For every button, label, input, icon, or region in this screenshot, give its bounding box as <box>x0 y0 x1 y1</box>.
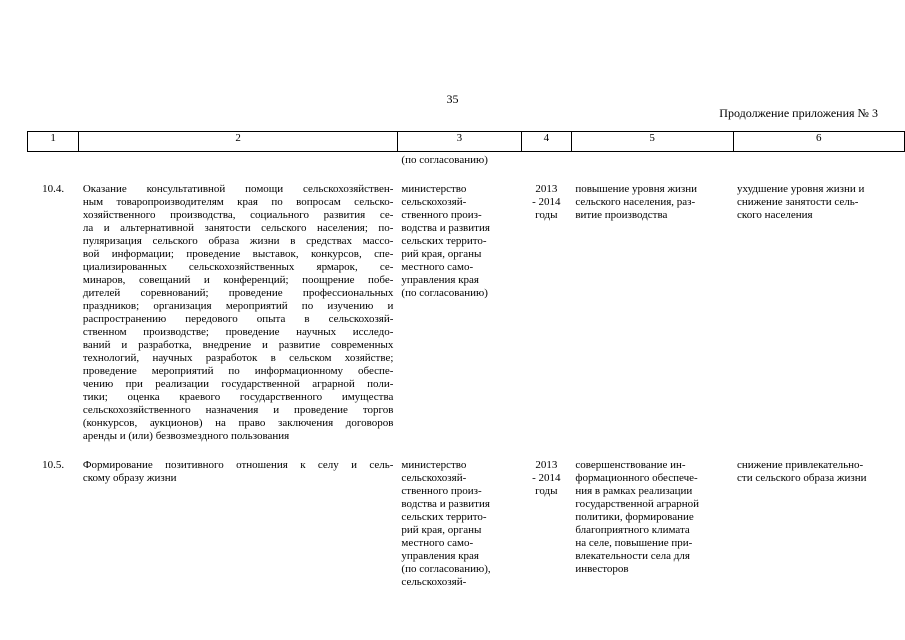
text-line: (по согласованию), <box>401 563 491 575</box>
text-line: проведение мероприятий по информационному обеспе- <box>82 365 394 377</box>
text-line: политики, формирование <box>575 511 694 523</box>
text-line: дителей соревнований; проведение профессиональных <box>82 287 394 299</box>
text-line: годы <box>535 485 558 497</box>
text-line: 2013 <box>535 459 558 471</box>
text-line: скому образу жизни <box>82 472 177 484</box>
text-line: ственного произ- <box>401 485 482 497</box>
text-line: - 2014 <box>532 472 561 484</box>
table-row <box>28 459 905 589</box>
row-consequence <box>733 459 904 589</box>
text-line: сельскохозяйственного назначения и проведение торгов <box>82 404 394 416</box>
row-consequence <box>733 183 904 443</box>
row-executor <box>397 459 521 589</box>
text-line: праздников; организация мероприятий по изучению и <box>82 300 394 312</box>
text-line: ния в рамках реализации <box>575 485 693 497</box>
text-line: водства и развития <box>401 222 490 234</box>
text-line: водства и развития <box>401 498 490 510</box>
text-line: совершенствование ин- <box>575 459 686 471</box>
text-line: циализированных сельскохозяйственных ярмарок, се- <box>82 261 394 273</box>
text-line: сельских террито- <box>401 235 487 247</box>
text-line: снижение привлекательно- <box>737 459 864 471</box>
text-line: - 2014 <box>532 196 561 208</box>
text-line: благоприятного климата <box>575 524 690 536</box>
text-line: государственной аграрной <box>575 498 700 510</box>
row-years <box>521 183 571 443</box>
text-line: местного само- <box>401 261 474 273</box>
row-years <box>521 459 571 589</box>
text-line: местного само- <box>401 537 474 549</box>
text-line: сельских террито- <box>401 511 487 523</box>
column-header-1: 1 <box>28 132 79 152</box>
text-line: влекательности села для <box>575 550 690 562</box>
text-line: рий края, органы <box>401 524 482 536</box>
column-header-3: 3 <box>397 132 521 152</box>
text-line: распространению передового опыта в сельскохозяй- <box>82 313 394 325</box>
text-line: управления края <box>401 550 479 562</box>
text-line: Оказание консультативной помощи сельскохозяйствен- <box>82 183 394 195</box>
row-description <box>79 459 398 589</box>
page-number: 35 <box>446 92 459 106</box>
text-line: годы <box>535 209 558 221</box>
text-line: сельского населения, раз- <box>575 196 696 208</box>
text-line: министерство <box>401 183 467 195</box>
column-header-2: 2 <box>79 132 398 152</box>
text-line: 2013 <box>535 183 558 195</box>
text-line: (конкурсов, аукционов) на право заключения договоров <box>82 417 394 429</box>
table-row <box>28 183 905 443</box>
carry-over-executor: (по согласованию) <box>401 154 488 166</box>
text-line: инвесторов <box>575 563 629 575</box>
text-line: (по согласованию) <box>401 287 488 299</box>
text-line: сельскохозяй- <box>401 576 467 588</box>
table-header-row <box>28 132 905 152</box>
text-line: ского населения <box>737 209 813 221</box>
program-table <box>27 131 905 589</box>
text-line: рий края, органы <box>401 248 482 260</box>
text-line: повышение уровня жизни <box>575 183 698 195</box>
text-line: сельскохозяй- <box>401 196 467 208</box>
text-line: министерство <box>401 459 467 471</box>
text-line: минаров, совещаний и конференций; поощрение побе- <box>82 274 394 286</box>
text-line: чению при реализации государственной аграрной поли- <box>82 378 394 390</box>
row-executor <box>397 183 521 443</box>
text-line: формационного обеспече- <box>575 472 698 484</box>
column-header-6: 6 <box>733 132 904 152</box>
row-number: 10.5. <box>42 459 65 471</box>
text-line: технологий, научных разработок в сельском хозяйстве; <box>82 352 394 364</box>
text-line: тики; оценка краевого государственного имущества <box>82 391 394 403</box>
text-line: снижение занятости сель- <box>737 196 859 208</box>
text-line: ла и альтернативной занятости сельского населения; по- <box>82 222 394 234</box>
row-description <box>79 183 398 443</box>
carry-over-row <box>28 152 905 168</box>
text-line: пуляризация сельского образа жизни в средствах массо- <box>82 235 394 247</box>
row-result <box>571 459 733 589</box>
text-line: на селе, повышение при- <box>575 537 693 549</box>
text-line: ваний и разработка, внедрение и развитие современных <box>82 339 394 351</box>
text-line: хозяйственного производства, социального развития се- <box>82 209 394 221</box>
row-number: 10.4. <box>42 183 65 195</box>
text-line: Формирование позитивного отношения к селу и сель- <box>82 459 394 471</box>
text-line: сти сельского образа жизни <box>737 472 867 484</box>
text-line: ным товаропроизводителям края по вопросам сельско- <box>82 196 394 208</box>
row-result <box>571 183 733 443</box>
text-line: управления края <box>401 274 479 286</box>
column-header-5: 5 <box>571 132 733 152</box>
text-line: ственном производстве; проведение научных исследо- <box>82 326 394 338</box>
text-line: аренды и (или) безвозмездного пользования <box>82 430 290 442</box>
text-line: ственного произ- <box>401 209 482 221</box>
text-line: вой информации; проведение выставок, конкурсов, спе- <box>82 248 394 260</box>
text-line: витие производства <box>575 209 668 221</box>
text-line: ухудшение уровня жизни и <box>737 183 865 195</box>
continuation-label: Продолжение приложения № 3 <box>719 106 878 120</box>
column-header-4: 4 <box>521 132 571 152</box>
text-line: сельскохозяй- <box>401 472 467 484</box>
